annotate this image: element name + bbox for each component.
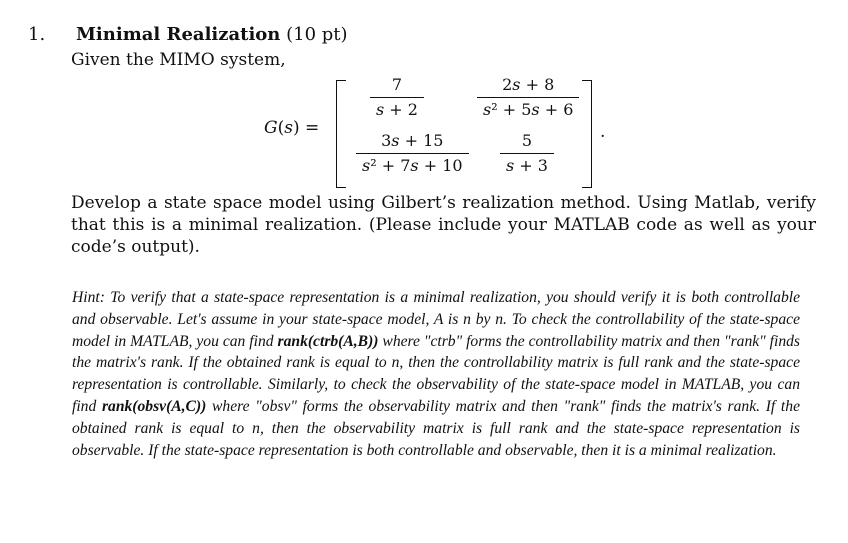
problem-number: 1. bbox=[28, 24, 46, 45]
denominator: s² + 5s + 6 bbox=[477, 97, 579, 120]
matrix-entry-1-2 bbox=[477, 75, 579, 120]
matlab-obsv-code: rank(obsv(A,C)) bbox=[101, 397, 207, 415]
denominator: s + 3 bbox=[500, 153, 554, 176]
numerator: 2s + 8 bbox=[502, 75, 555, 94]
matrix-left-bracket bbox=[336, 80, 346, 188]
hint-text-1: Hint: To verify that a state-space representation is a minimal realization, you should verify it is both controllable and observable. Let's assume in your state-space model, A is n by n. To check the controllability of the state-space model in MATLAB, you can find bbox=[72, 289, 800, 350]
hint-text-3: where "obsv" forms the observability matrix and then "rank" finds the matrix's rank. If the obtained rank is equal to n, then the observability matrix is full rank and the state-space representation is observable. If the state-space representation is both controllable and observable, then it is a minimal realization. bbox=[72, 397, 800, 459]
equation-period: . bbox=[600, 122, 606, 142]
numerator: 5 bbox=[521, 131, 533, 150]
matrix-entry-1-1 bbox=[370, 75, 424, 120]
task-paragraph: Develop a state space model using Gilbert’s realization method. Using Matlab, verify that this is a minimal realization. (Please include your MATLAB code as well as your code’s output). bbox=[71, 193, 816, 257]
denominator: s + 2 bbox=[370, 97, 424, 120]
numerator: 3s + 15 bbox=[381, 131, 444, 150]
hint-text-2: where "ctrb" forms the controllability matrix and then "rank" finds the matrix's rank. If the obtained rank is equal to n, then the controllability matrix is full rank and the state-space representation is controllable. Similarly, to check the observability of the state-space model in MATLAB, you can find bbox=[72, 332, 800, 415]
numerator: 7 bbox=[391, 75, 403, 94]
problem-header bbox=[28, 24, 348, 45]
lhs-arg: s bbox=[284, 118, 293, 138]
matrix-right-bracket bbox=[582, 80, 592, 188]
lhs-open: ( bbox=[277, 118, 285, 138]
lhs-var: G bbox=[264, 118, 278, 138]
problem-points: (10 pt) bbox=[286, 24, 348, 45]
matrix-entry-2-2 bbox=[500, 131, 554, 176]
lhs-close: ) = bbox=[292, 118, 320, 138]
intro-text: Given the MIMO system, bbox=[71, 50, 286, 70]
denominator: s² + 7s + 10 bbox=[356, 153, 469, 176]
matlab-ctrb-code: rank(ctrb(A,B)) bbox=[277, 332, 379, 350]
hint-paragraph bbox=[72, 287, 800, 461]
matrix-entry-2-1 bbox=[356, 131, 469, 176]
problem-title: Minimal Realization bbox=[76, 24, 281, 45]
transfer-function-lhs bbox=[264, 118, 319, 138]
